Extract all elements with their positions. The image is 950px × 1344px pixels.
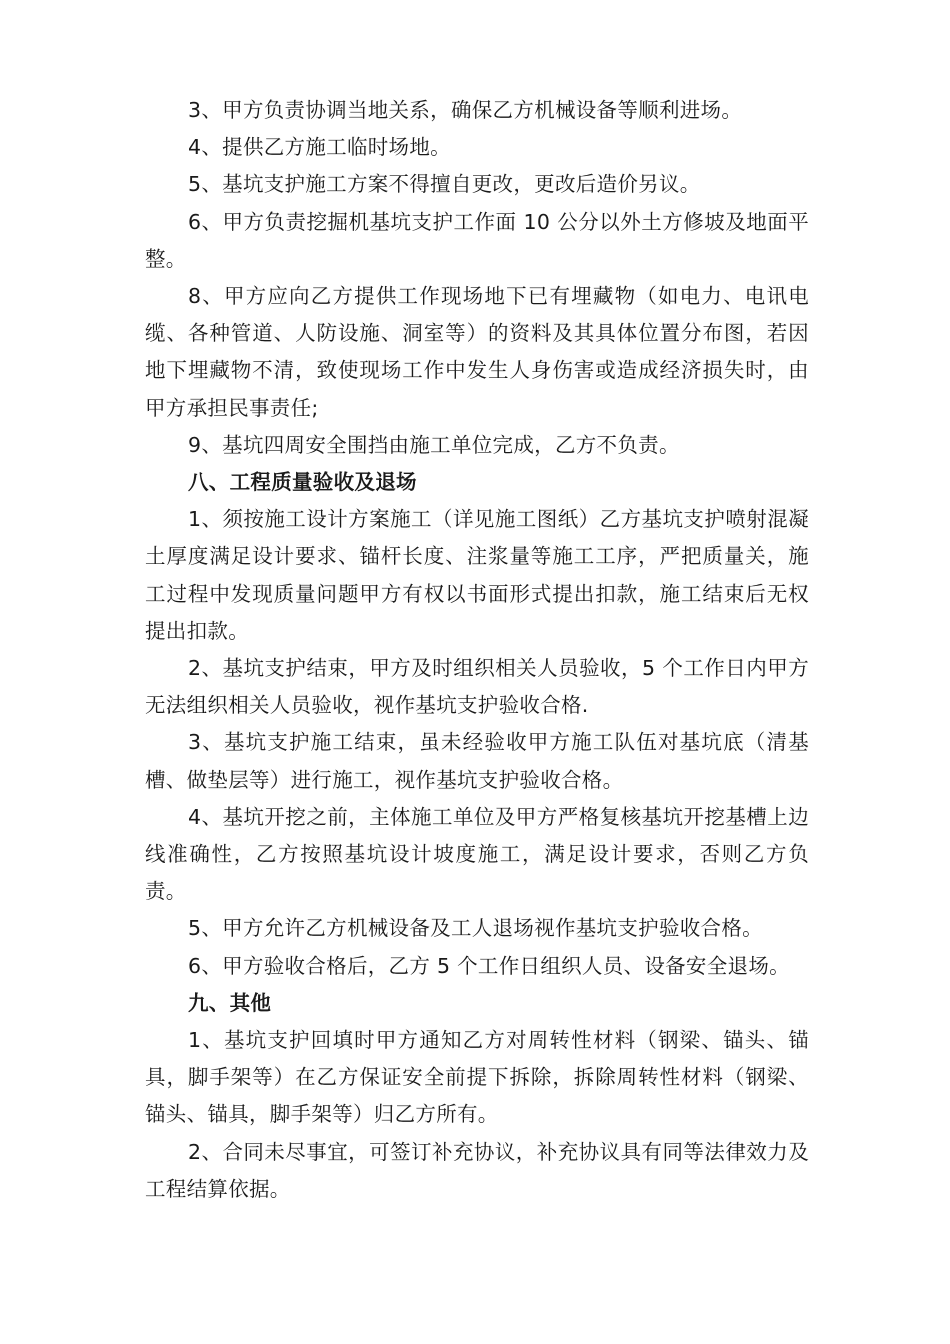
- clause-a-5: 5、基坑支护施工方案不得擅自更改，更改后造价另议。: [188, 172, 701, 197]
- clause-c-1: 1、基坑支护回填时甲方通知乙方对周转性材料（钢梁、锚头、锚具，脚手架等）在乙方保证安全前提下拆除，拆除周转性材料（钢梁、锚头、锚具，脚手架等）归乙方所有。: [145, 1028, 809, 1127]
- clause-b-3: 3、基坑支护施工结束，虽未经验收甲方施工队伍对基坑底（清基槽、做垫层等）进行施工，视作基坑支护验收合格。: [145, 730, 809, 792]
- clause-a-3: 3、甲方负责协调当地关系，确保乙方机械设备等顺利进场。: [188, 98, 743, 122]
- clause-a-4: 4、提供乙方施工临时场地。: [188, 135, 451, 160]
- clause-b-2: 2、基坑支护结束，甲方及时组织相关人员验收，5 个工作日内甲方无法组织相关人员验收，视作基坑支护验收合格.: [145, 656, 809, 718]
- document-page: [145, 92, 809, 1208]
- clause-a-8: 8、甲方应向乙方提供工作现场地下已有埋藏物（如电力、电讯电缆、各种管道、人防设施、洞室等）的资料及其具体位置分布图，若因地下埋藏物不清，致使现场工作中发生人身伤害或造成经济损失时，由甲方承担民事责任;: [145, 284, 809, 420]
- clause-b-5: 5、甲方允许乙方机械设备及工人退场视作基坑支护验收合格。: [188, 916, 763, 941]
- clause-c-2: 2、合同未尽事宜，可签订补充协议，补充协议具有同等法律效力及工程结算依据。: [145, 1139, 809, 1201]
- clause-a-6: 6、甲方负责挖掘机基坑支护工作面 10 公分以外土方修坡及地面平整。: [145, 209, 809, 271]
- clause-b-4: 4、基坑开挖之前，主体施工单位及甲方严格复核基坑开挖基槽上边线准确性，乙方按照基坑设计坡度施工，满足设计要求，否则乙方负责。: [145, 804, 809, 904]
- clause-a-9: 9、基坑四周安全围挡由施工单位完成，乙方不负责。: [188, 432, 680, 457]
- clause-b-6: 6、甲方验收合格后，乙方 5 个工作日组织人员、设备安全退场。: [188, 953, 790, 978]
- section-heading-9: 九、其他: [188, 990, 272, 1015]
- section-heading-8: 八、工程质量验收及退场: [188, 470, 417, 495]
- clause-b-1: 1、须按施工设计方案施工（详见施工图纸）乙方基坑支护喷射混凝土厚度满足设计要求、锚杆长度、注浆量等施工工序，严把质量关，施工过程中发现质量问题甲方有权以书面形式提出扣款，施工结束后无权提出扣款。: [145, 507, 809, 643]
